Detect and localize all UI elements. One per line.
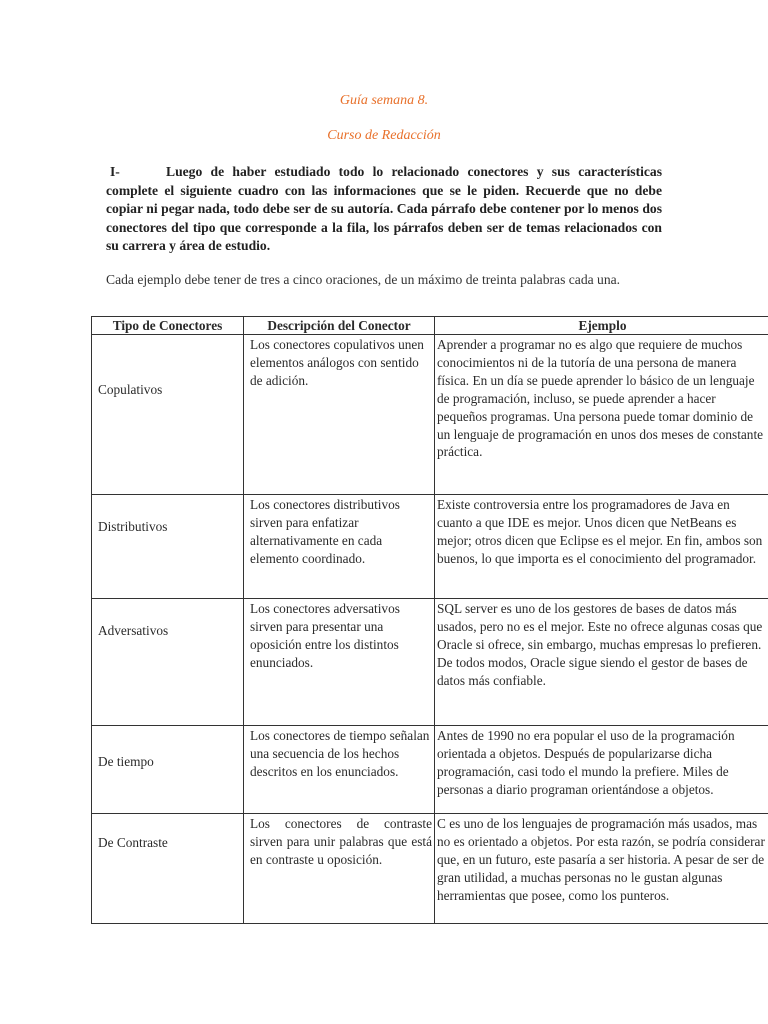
header-example: Ejemplo [435, 317, 768, 335]
type-label: De tiempo [98, 754, 154, 770]
header-type: Tipo de Conectores [92, 317, 244, 335]
instructions-text: Luego de haber estudiado todo lo relacionado conectores y sus características complete el siguiente cuadro con las informaciones que se le piden. Recuerde que no debe copiar ni pegar nada, todo debe ser de su autoría. Cada párrafo debe contener por lo menos dos conectores del tipo que corresponde a la fila, los párrafos deben ser de temas relacionados con su carrera y área de estudio. [106, 164, 662, 253]
week-title: Guía semana 8. [339, 93, 429, 108]
table-header-row [92, 317, 768, 335]
cell-description: Los conectores de contraste sirven para unir palabras que está en contraste u oposición. [244, 814, 435, 924]
cell-example: Antes de 1990 no era popular el uso de la programación orientada a objetos. Después de popularizarse dicha programación, casi todo el mundo la prefiere. Miles de personas a diario programan orientándose a objetos. [435, 726, 768, 814]
type-label: Distributivos [98, 519, 168, 535]
connectors-table [91, 316, 768, 924]
course-title: Curso de Redacción [327, 128, 441, 143]
table-row [92, 814, 768, 924]
cell-example: Aprender a programar no es algo que requiere de muchos conocimientos ni de la tutoría de una persona de manera física. En un día se puede aprender lo básico de un lenguaje de programación, incluso, se puede aprender a hacer pequeños programas. Una persona puede tomar dominio de un lenguaje de programación en unos dos meses de constante práctica. [435, 335, 768, 495]
cell-description: Los conectores copulativos unen elementos análogos con sentido de adición. [244, 335, 435, 495]
cell-type [92, 335, 244, 495]
cell-type [92, 495, 244, 599]
cell-description: Los conectores adversativos sirven para presentar una oposición entre los distintos enunciados. [244, 599, 435, 726]
cell-type [92, 726, 244, 814]
cell-description: Los conectores de tiempo señalan una secuencia de los hechos descritos en los enunciados. [244, 726, 435, 814]
header-description: Descripción del Conector [244, 317, 435, 335]
type-label: De Contraste [98, 835, 168, 851]
cell-type [92, 814, 244, 924]
table-row [92, 599, 768, 726]
table-row [92, 495, 768, 599]
table-row [92, 335, 768, 495]
table-row [92, 726, 768, 814]
type-label: Copulativos [98, 382, 163, 398]
example-note: Cada ejemplo debe tener de tres a cinco oraciones, de un máximo de treinta palabras cada una. [106, 272, 621, 287]
cell-example: C es uno de los lenguajes de programación más usados, mas no es orientado a objetos. Por esta razón, se podría considerar que, en un futuro, este pasaría a ser historia. A pesar de ser de gran utilidad, a muchas personas no le gustan algunas herramientas que posee, como los punteros. [435, 814, 768, 924]
instructions-paragraph [106, 163, 662, 256]
cell-type [92, 599, 244, 726]
type-label: Adversativos [98, 622, 169, 638]
cell-example: SQL server es uno de los gestores de bases de datos más usados, pero no es el mejor. Este no ofrece algunas cosas que Oracle si ofrece, sin embargo, muchas empresas lo prefieren. De todos modos, Oracle sigue siendo el gestor de bases de datos más confiable. [435, 599, 768, 726]
instructions-numeral: I- [110, 164, 120, 179]
cell-example: Existe controversia entre los programadores de Java en cuanto a que IDE es mejor. Unos dicen que NetBeans es mejor; otros dicen que Eclipse es el mejor. En fin, ambos son buenos, lo que importa es el conocimiento del programador. [435, 495, 768, 599]
cell-description: Los conectores distributivos sirven para enfatizar alternativamente en cada elemento coordinado. [244, 495, 435, 599]
